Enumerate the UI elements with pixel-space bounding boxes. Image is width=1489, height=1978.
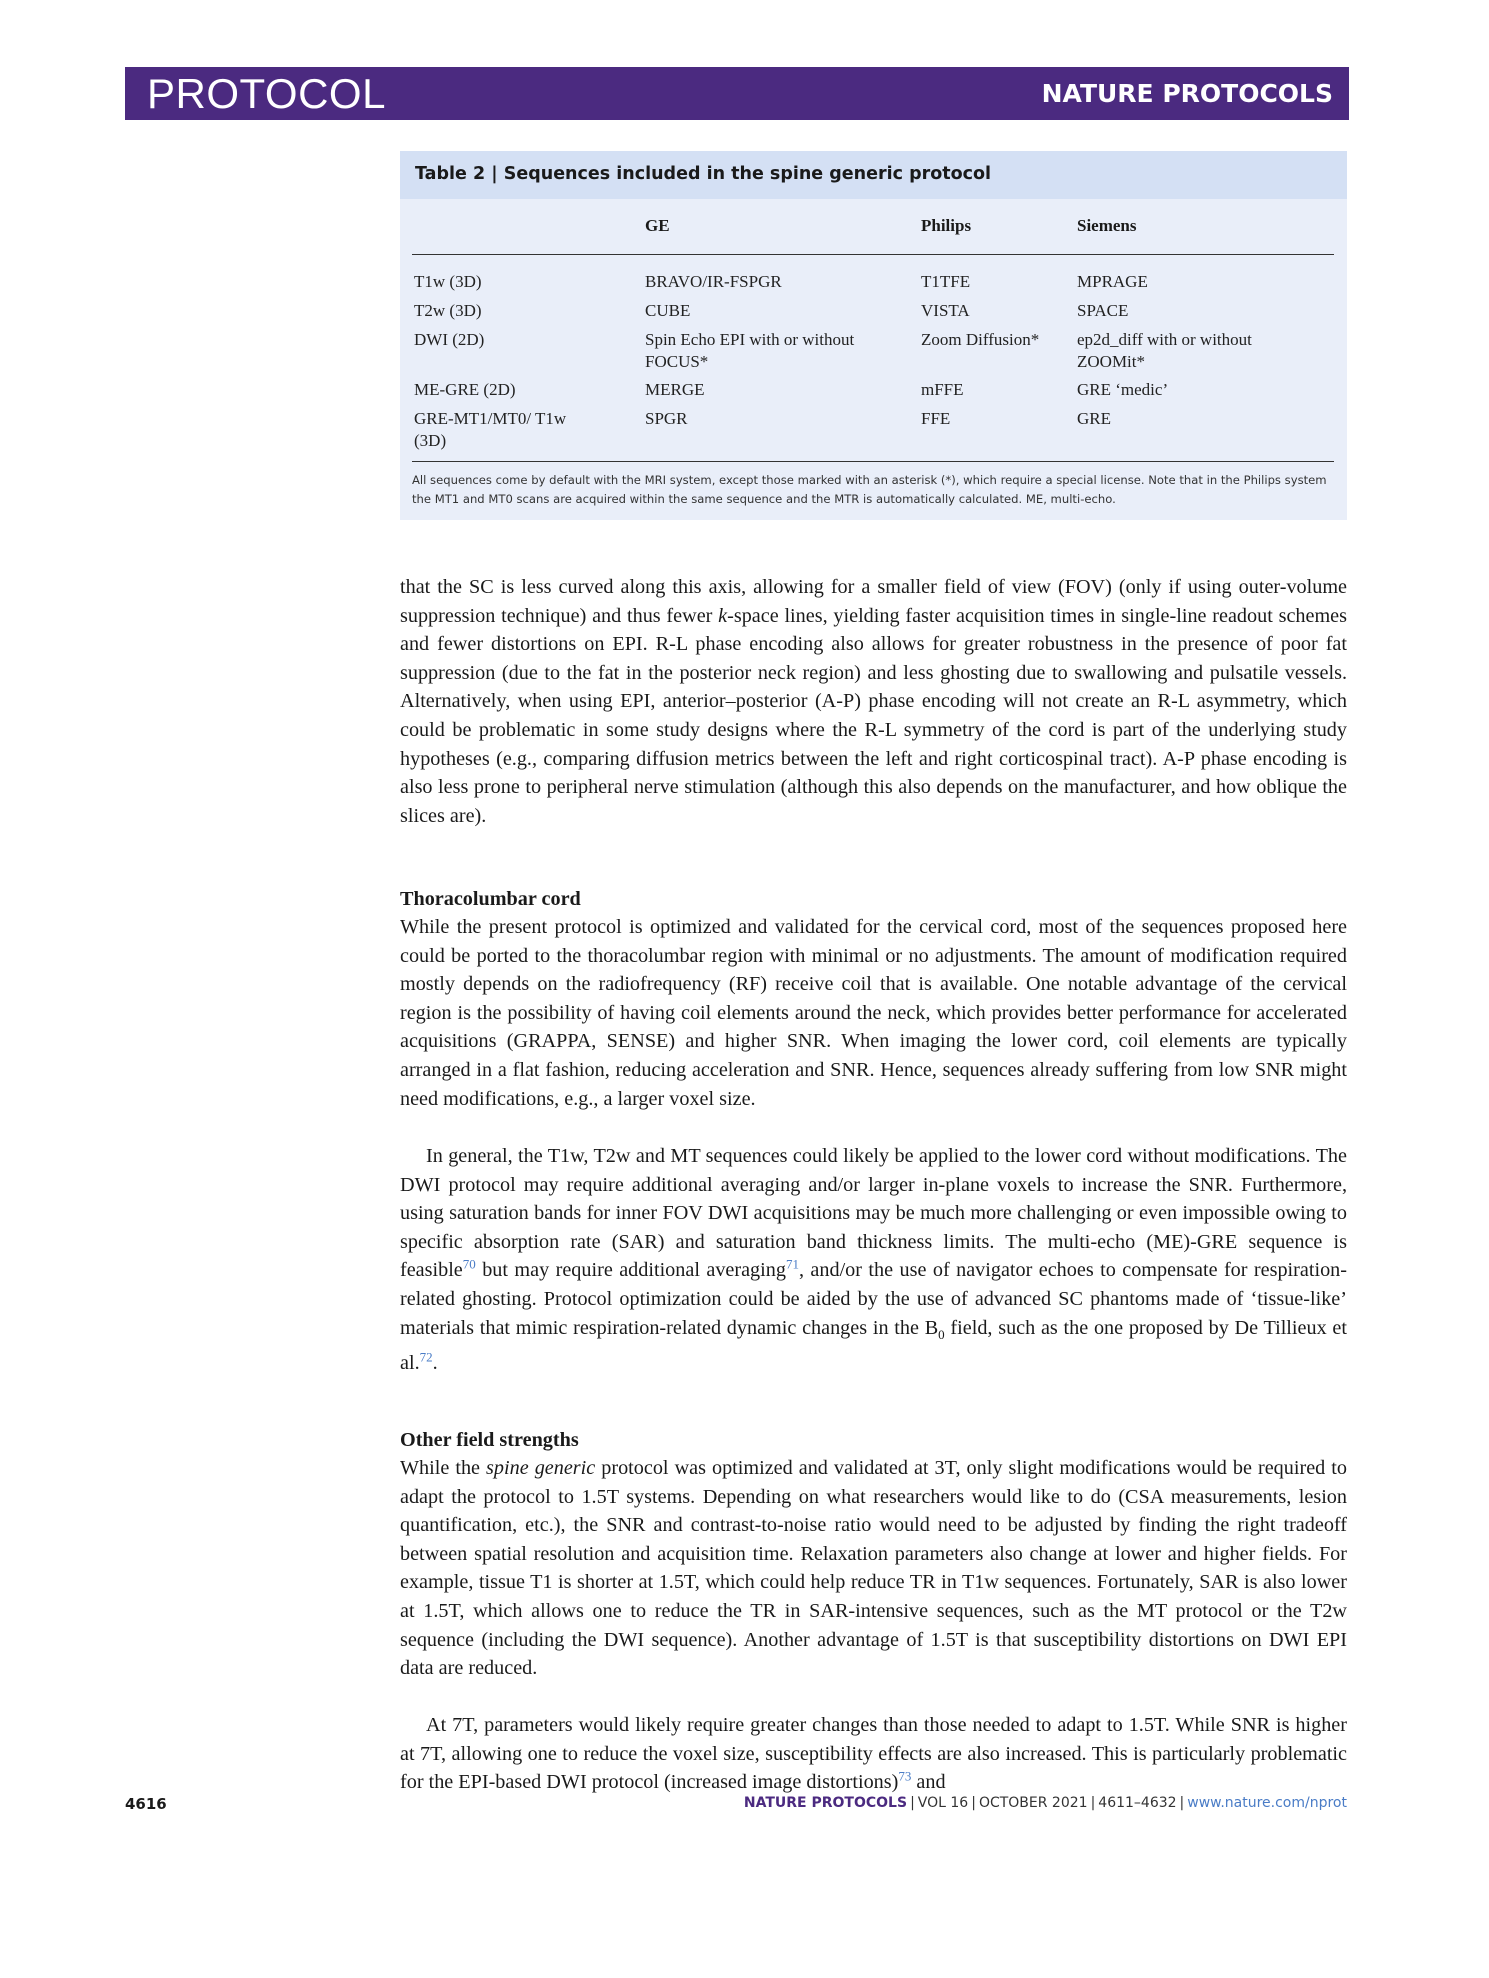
paragraph-thoracolumbar: While the present protocol is optimized and validated for the cervical cord, most of the sequences proposed here could be ported to the thoracolumbar region with minimal or no adjustments. The amount of modification required mostly depends on the radiofrequency (RF) receive coil that is available. One notable advantage of the cervical region is the possibility of having coil elements around the neck, which provides better performance for accelerated acquisitions (GRAPPA, SENSE) and higher SNR. When imaging the lower cord, coil elements are typically arranged in a flat fashion, reducing acceleration and SNR. Hence, sequences already suffering from low SNR might need modifications, e.g., a larger voxel size. xyxy=(400,916,1347,1110)
section-heading-field-strengths: Other field strengths xyxy=(400,1429,579,1451)
section-label: PROTOCOL xyxy=(147,70,386,117)
table-cell: Spin Echo EPI with or without FOCUS* xyxy=(645,330,855,371)
journal-name: NATURE PROTOCOLS xyxy=(1041,79,1333,108)
table-cell: MPRAGE xyxy=(1077,272,1148,291)
journal-header-bar xyxy=(125,67,1349,120)
paragraph-field-strengths: While the spine generic protocol was optimized and validated at 3T, only slight modifications would be required to adapt the protocol to 1.5T systems. Depending on what researchers would like to do (CSA measurements, lesion quantification, etc.), the SNR and contrast-to-noise ratio would need to be adjusted by finding the right tradeoff between spatial resolution and acquisition time. Relaxation parameters also change at lower and higher fields. For example, tissue T1 is shorter at 1.5T, which could help reduce TR in T1w sequences. Fortunately, SAR is also lower at 1.5T, which allows one to reduce the TR in SAR-intensive sequences, such as the MT protocol or the T2w sequence (including the DWI sequence). Another advantage of 1.5T is that susceptibility distortions on DWI EPI data are reduced. xyxy=(400,1457,1347,1680)
column-header-siemens: Siemens xyxy=(1077,216,1137,235)
table-cell: SPACE xyxy=(1077,301,1129,320)
paragraph-lower-cord: In general, the T1w, T2w and MT sequences could likely be applied to the lower cord without modifications. The DWI protocol may require additional averaging and/or larger in-plane voxels to increase the SNR. Furthermore, using saturation bands for inner FOV DWI acquisitions may be much more challenging or even impossible owing to specific absorption rate (SAR) and saturation band thickness limits. The multi-echo (ME)-GRE sequence is feasible$^{70}$ but may require additional averaging$^{71}$, and/or the use of navigator echoes to compensate for respiration-related ghosting. Protocol optimization could be aided by the use of advanced SC phantoms made of ‘tissue-like’ materials that mimic respiration-related dynamic changes in the $B_0$ field, such as the one proposed by De Tillieux et al.$^{72}$. xyxy=(400,1145,1347,1375)
table-cell: VISTA xyxy=(921,301,970,320)
citation-link[interactable]: 71 xyxy=(785,1256,799,1272)
page-number: 4616 xyxy=(125,1795,167,1813)
table-cell: T1w (3D) xyxy=(414,272,482,291)
table-cell: Zoom Diffusion* xyxy=(921,330,1040,349)
column-header-philips: Philips xyxy=(921,216,972,235)
table-cell: MERGE xyxy=(645,380,705,399)
footer-volume: VOL 16 xyxy=(917,1795,969,1811)
table-cell: CUBE xyxy=(645,301,691,320)
table-cell: ep2d_diff with or without ZOOMit* xyxy=(1077,330,1252,371)
table-cell: mFFE xyxy=(921,380,964,399)
column-header-ge: GE xyxy=(645,216,670,235)
citation-link[interactable]: 70 xyxy=(462,1256,476,1272)
section-heading-thoracolumbar: Thoracolumbar cord xyxy=(400,888,581,910)
paragraph-7t: At 7T, parameters would likely require greater changes than those needed to adapt to 1.5T. While SNR is higher at 7T, allowing one to reduce the voxel size, susceptibility effects are also increased. This is particularly problematic for the EPI-based DWI protocol (increased image distortions)$^{73}$ and xyxy=(400,1714,1347,1794)
footer-journal: NATURE PROTOCOLS xyxy=(743,1795,908,1811)
table-bottom-rule xyxy=(412,461,1334,462)
footer-pages: 4611–4632 xyxy=(1098,1795,1177,1811)
table-footnote: All sequences come by default with the MRI system, except those marked with an asterisk (*), which require a special license. Note that in the Philips system the MT1 and MT0 scans are acquired within the same sequence and the MTR is automatically calculated. ME, multi-echo. xyxy=(412,473,1327,506)
footer-date: OCTOBER 2021 xyxy=(978,1795,1088,1811)
table-title: Table 2 | Sequences included in the spine generic protocol xyxy=(415,164,992,184)
citation-link[interactable]: 72 xyxy=(419,1349,433,1365)
table-cell: ME-GRE (2D) xyxy=(414,380,516,399)
table-cell: GRE xyxy=(1077,409,1111,428)
table-header-rule xyxy=(412,254,1334,255)
footer-citation: NATURE PROTOCOLS | VOL 16 | OCTOBER 2021 | 4611–4632 | www.nature.com/nprot xyxy=(743,1795,1347,1811)
table-cell: SPGR xyxy=(645,409,688,428)
table-cell: DWI (2D) xyxy=(414,330,485,349)
journal-url-link[interactable]: www.nature.com/nprot xyxy=(1187,1795,1347,1811)
table-cell: FFE xyxy=(921,409,951,428)
table-cell: GRE-MT1/MT0/ T1w (3D) xyxy=(414,409,567,450)
table-cell: BRAVO/IR-FSPGR xyxy=(645,272,782,291)
table-cell: GRE ‘medic’ xyxy=(1077,380,1169,399)
citation-link[interactable]: 73 xyxy=(898,1768,912,1784)
table-title-bar xyxy=(400,151,1347,199)
paragraph-phase-encoding: that the SC is less curved along this axis, allowing for a smaller field of view (FOV) (only if using outer-volume suppression technique) and thus fewer k-space lines, yielding faster acquisition times in single-line readout schemes and fewer distortions on EPI. R-L phase encoding also allows for greater robustness in the presence of poor fat suppression (due to the fat in the posterior neck region) and less ghosting due to swallowing and pulsatile vessels. Alternatively, when using EPI, anterior–posterior (A-P) phase encoding will not create an R-L asymmetry, which could be problematic in some study designs where the R-L symmetry of the cord is part of the underlying study hypotheses (e.g., comparing diffusion metrics between the left and right corticospinal tract). A-P phase encoding is also less prone to peripheral nerve stimulation (although this also depends on the manufacturer, and how oblique the slices are). xyxy=(400,576,1347,827)
table-cell: T1TFE xyxy=(921,272,971,291)
table-cell: T2w (3D) xyxy=(414,301,482,320)
